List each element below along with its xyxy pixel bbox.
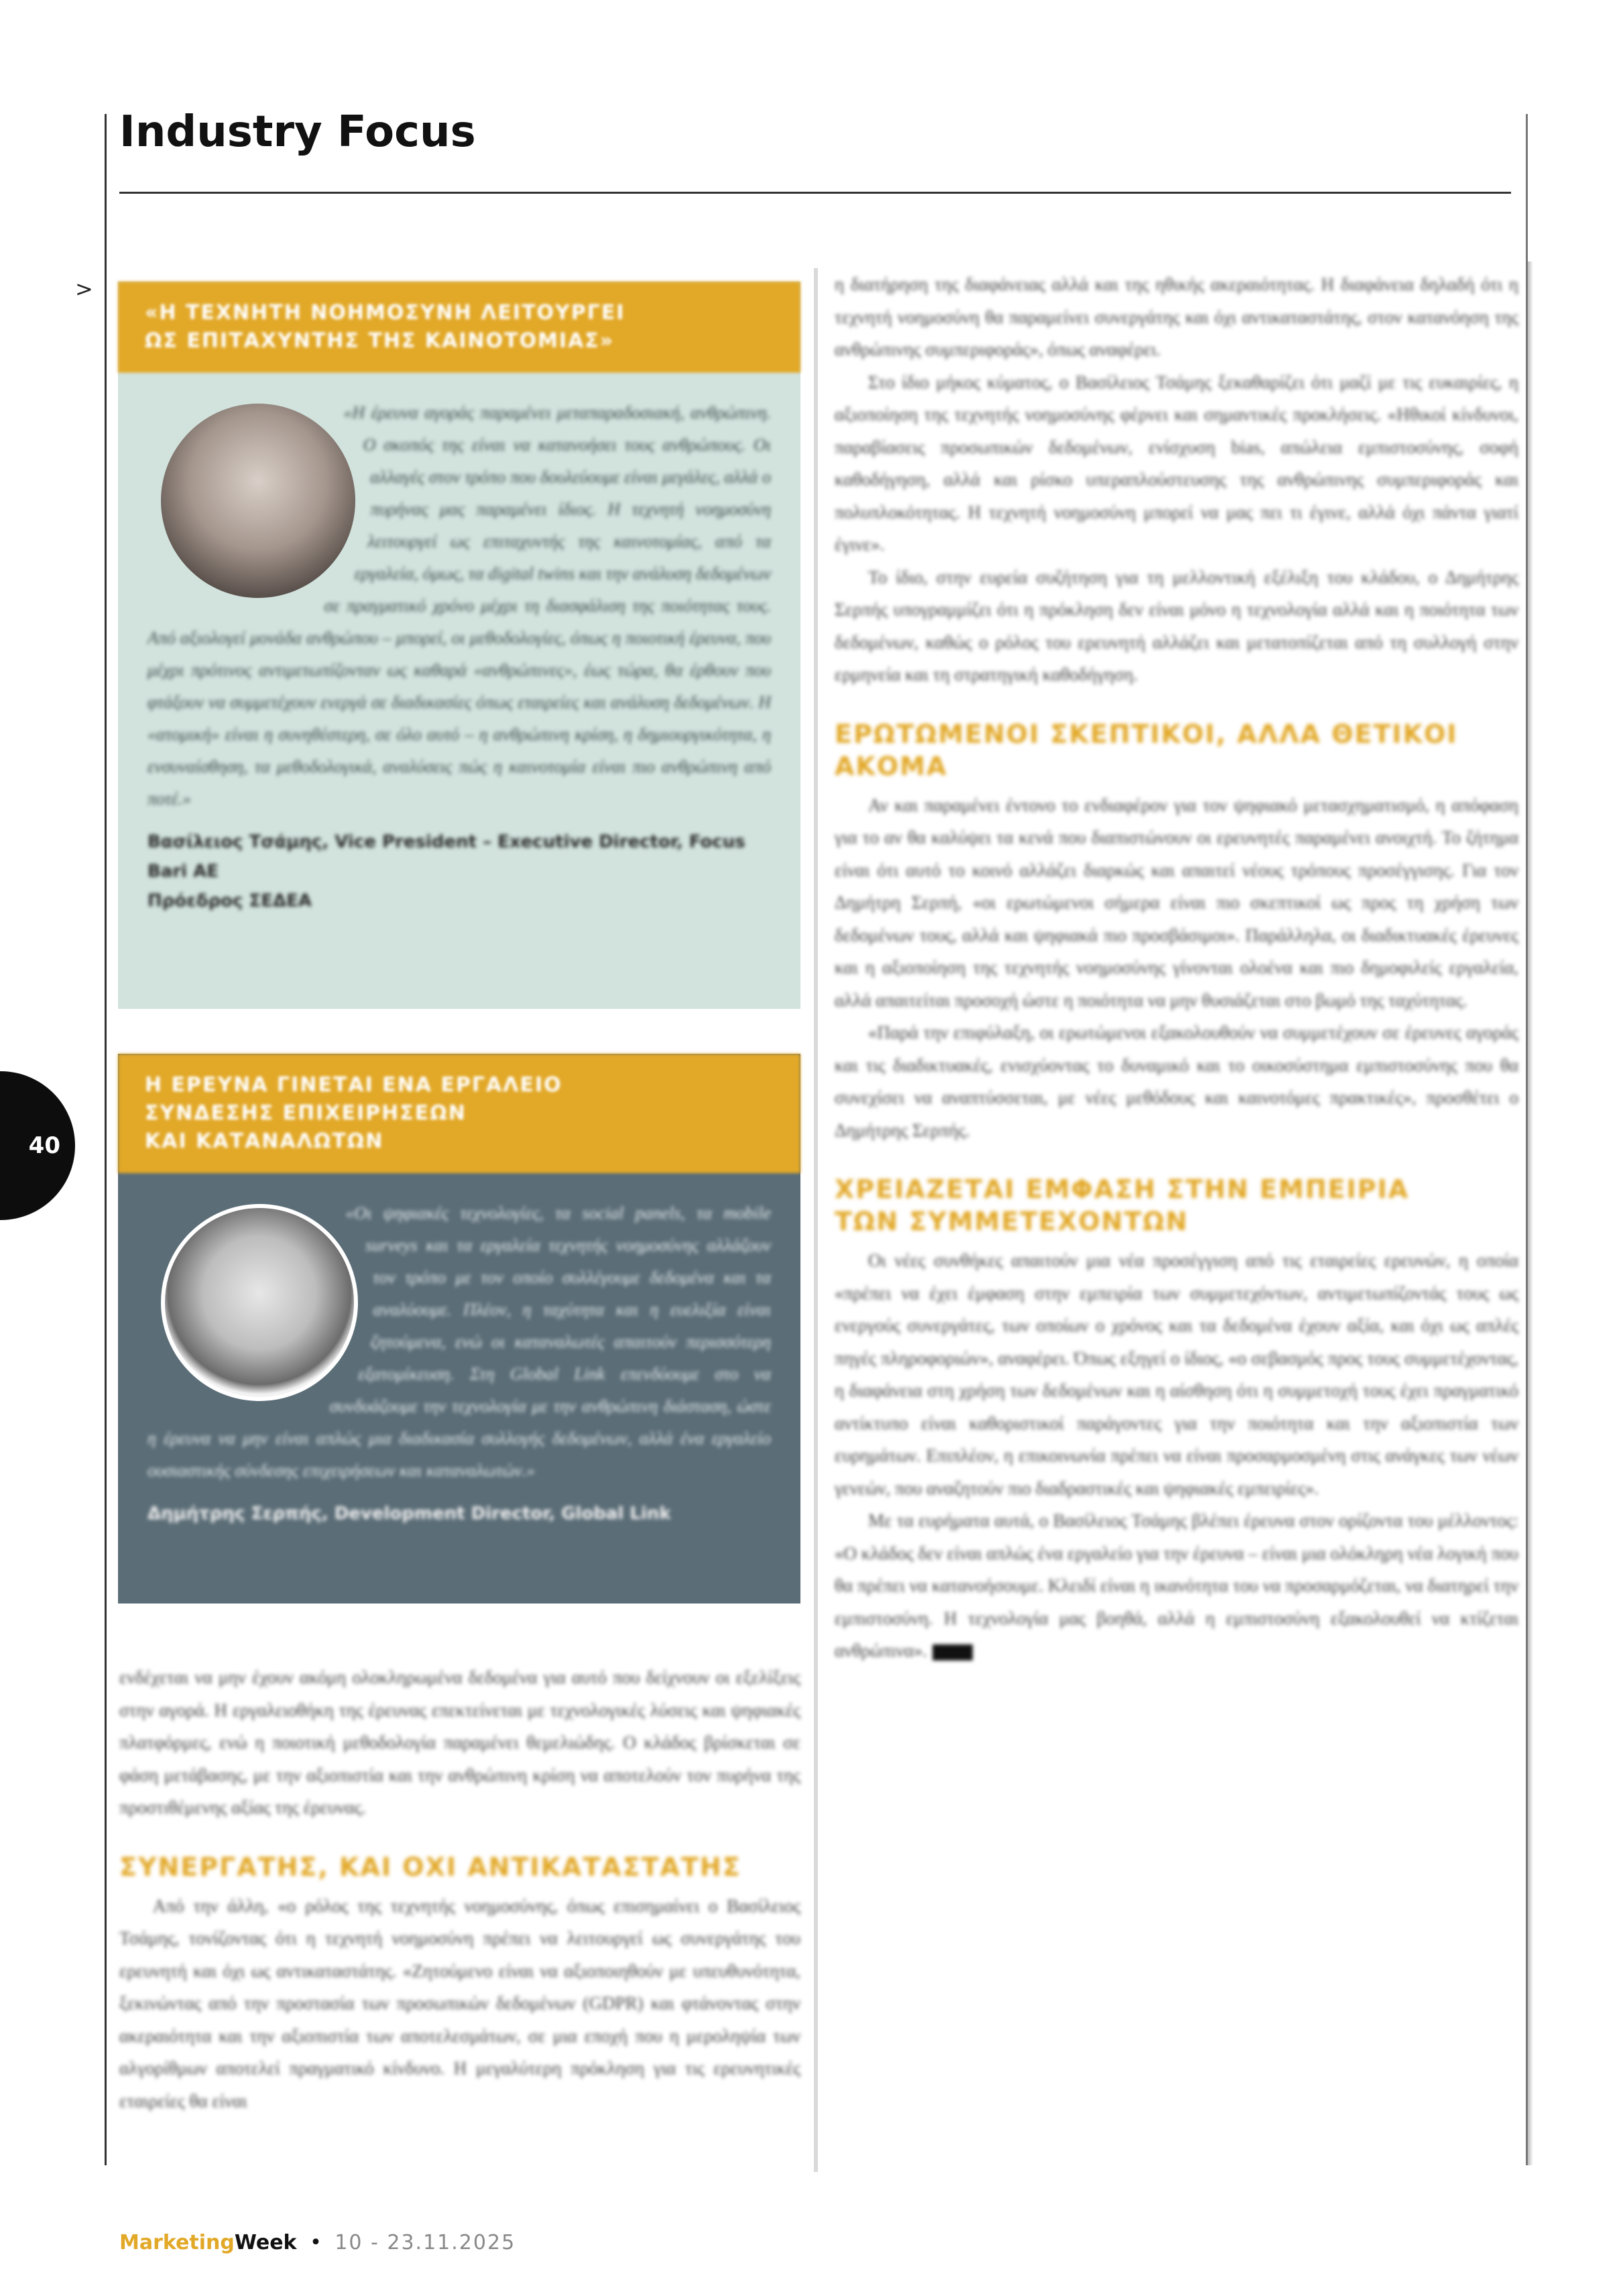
subheading [835, 718, 1518, 782]
page-edge-shadow [1528, 261, 1533, 2165]
left-margin-rule [105, 114, 107, 2165]
quote-box-heading [118, 282, 800, 373]
quote-box-heading [118, 1054, 800, 1173]
signature-line: Βασίλειος Τσάμης, Vice President – Executive Director, Focus Bari AE [147, 832, 745, 882]
subheading-line: ΤΩΝ ΣΥΜΜΕΤΕΧΟΝΤΩΝ [835, 1207, 1189, 1236]
body-paragraph: Στο ίδιο μήκος κύματος, ο Βασίλειος Τσάμης ξεκαθαρίζει ότι μαζί με τις ευκαιρίες, η αξιοποίηση της τεχνητής νοημοσύνης φέρνει και σημαντικές προκλήσεις. «Ηθικοί κίνδυνοι, παραβίασεις προσωπικών δεδομένων, ενίσχυση bias, απώλεια εμπιστοσύνης, σοφή καθοδήγηση, αλλά και ρίσκο υπεραπλούστευσης της ανθρώπινης συμπεριφοράς και πολυπλοκότητας. Η τεχνητή νοημοσύνη μπορεί να μας πει τι έγινε, αλλά όχι πάντα γιατί έγινε». [835, 371, 1518, 554]
subheading [835, 1173, 1518, 1237]
end-of-article-mark [933, 1644, 973, 1660]
section-marker-icon: > [75, 276, 93, 302]
header-rule [119, 192, 1511, 194]
quote-signature [147, 827, 771, 916]
quote-box-serpis [118, 1054, 800, 1604]
quote-box-tsamis [118, 282, 800, 1009]
footer-brand-marketing: Marketing [119, 2231, 235, 2254]
subheading: ΣΥΝΕΡΓΑΤΗΣ, ΚΑΙ ΟΧΙ ΑΝΤΙΚΑΤΑΣΤΑΤΗΣ [119, 1852, 741, 1882]
body-paragraph: η διατήρηση της διαφάνειας αλλά και της ηθικής ακεραιότητας. Η διαφάνεια δηλαδή ότι η τεχνητή νοημοσύνη θα παραμείνει συνεργάτης και όχι αντικαταστάτης, στον κατανόηση της ανθρώπινης συμπεριφοράς», όπως αναφέρει. [835, 274, 1518, 359]
subheading-line: ΕΡΩΤΩΜΕΝΟΙ ΣΚΕΠΤΙΚΟΙ, ΑΛΛΑ ΘΕΤΙΚΟΙ [835, 719, 1458, 749]
signature-line: Πρόεδρος ΣΕΔΕΑ [147, 891, 312, 911]
footer-bullet: • [310, 2231, 322, 2254]
quote-box-heading-line: Η ΕΡΕΥΝΑ ΓΙΝΕΤΑΙ ΕΝΑ ΕΡΓΑΛΕΙΟ [145, 1073, 562, 1097]
quote-signature: Δημήτρης Σερπής, Development Director, Global Link [147, 1504, 671, 1524]
footer-brand-week: Week [234, 2231, 297, 2254]
body-paragraph: Το ίδιο, στην ευρεία συζήτηση για τη μελλοντική εξέλιξη του κλάδου, ο Δημήτρης Σερπής υπογραμμίζει ότι η πρόκληση δεν είναι μόνο η τεχνολογία αλλά και η ποιότητα των δεδομένων, καθώς ο ρόλος του ερευνητή αλλάζει και μετατοπίζεται από τη συλλογή στην ερμηνεία και τη στρατηγική καθοδήγηση. [835, 566, 1518, 684]
body-paragraph-text: Με τα ευρήματα αυτά, ο Βασίλειος Τσάμης βλέπει έρευνα στον ορίζοντα του μέλλοντος: «Ο κλάδος δεν είναι απλώς ένα εργαλείο για την έρευνα – είναι μια ολόκληρη νέα λογική που θα πρέπει να κατανοήσουμε. Κλειδί είναι η ικανότητα του να προσαρμόζεται, να διατηρεί την εμπιστοσύνη. Η τεχνολογία μας βοηθά, αλλά η εμπιστοσύνη εξακολουθεί να κτίζεται ανθρώπινα». [835, 1510, 1518, 1660]
footer-issue-date: 10 - 23.11.2025 [335, 2231, 516, 2254]
quote-box-heading-line: ΣΥΝΔΕΣΗΣ ΕΠΙΧΕΙΡΗΣΕΩΝ [145, 1101, 467, 1125]
body-paragraph: Από την άλλη, «ο ρόλος της τεχνητής νοημοσύνης, όπως επισημαίνει ο Βασίλειος Τσάμης, τονίζοντας ότι η τεχνητή νοημοσύνη πρέπει να λειτουργεί ως συνεργάτης του ερευνητή και όχι ως αντικαταστάτης. «Ζητούμενο είναι να αξιοποιηθούν με υπευθυνότητα, ξεκινώντας από την προστασία των προσωπικών δεδομένων (GDPR) και φτάνοντας στην ακεραιότητα και την αξιοπιστία των αποτελεσμάτων, σε μια εποχή που η μεροληψία των αλγορίθμων αποτελεί πραγματικό κίνδυνο. Η μεγαλύτερη πρόκληση για τις ερευνητικές εταιρείες θα είναι [119, 1895, 800, 2111]
body-paragraph: Οι νέες συνθήκες απαιτούν μια νέα προσέγγιση από τις εταιρείες ερευνών, η οποία «πρέπει να έχει έμφαση στην εμπειρία των συμμετεχόντων, αντιμετωπίζοντάς τους ως ενεργούς συνεργάτες, των οποίων ο χρόνος και τα δεδομένα έχουν αξία, και όχι ως απλές πηγές πληροφοριών», αναφέρει. Όπως εξηγεί ο ίδιος, «ο σεβασμός προς τους συμμετέχοντας, η διαφάνεια στη χρήση των δεδομένων και η αίσθηση ότι η συμμετοχή τους έχει πραγματικό αντίκτυπο είναι καθοριστικοί παράγοντες για την ποιότητα και την αξιοπιστία των ευρημάτων. Επιπλέον, η επικοινωνία πρέπει να είναι προσαρμοσμένη στις ανάγκες των νέων γενεών, που αναζητούν πιο διαδραστικές και ψηφιακές εμπειρίες». [835, 1250, 1518, 1498]
column-separator [814, 268, 818, 2172]
quote-text: «Οι ψηφιακές τεχνολογίες, τα social panels, τα mobile surveys και τα εργαλεία τεχνητής νοημοσύνης αλλάζουν τον τρόπο με τον οποίο συλλέγουμε δεδομένα και τα αναλύουμε. Πλέον, η ταχύτητα και η ευελιξία είναι ζητούμενα, ενώ οι καταναλωτές απαιτούν περισσότερη εξατομίκευση. Στη Global Link επενδύουμε στο να συνδυάζουμε την τεχνολογία με την ανθρώπινη διάσταση, ώστε η έρευνα να μην είναι απλώς μια διαδικασία συλλογής δεδομένων, αλλά ένα εργαλείο ουσιαστικής σύνδεσης επιχειρήσεων και καταναλωτών.» [147, 1203, 771, 1480]
right-column-text [835, 268, 1518, 1667]
quote-box-heading-line: ΚΑΙ ΚΑΤΑΝΑΛΩΤΩΝ [145, 1130, 384, 1153]
body-paragraph [835, 1504, 1518, 1667]
section-title: Industry Focus [119, 107, 476, 157]
subheading-line: ΧΡΕΙΑΖΕΤΑΙ ΕΜΦΑΣΗ ΣΤΗΝ ΕΜΠΕΙΡΙΑ [835, 1174, 1410, 1204]
subheading-line: ΑΚΟΜΑ [835, 751, 948, 781]
body-paragraph: Αν και παραμένει έντονο το ενδιαφέρον για τον ψηφιακό μετασχηματισμό, η απόφαση για το αν θα καλύψει τα κενά που διαπιστώνουν οι ερευνητές παραμένει ανοιχτή. Το ζήτημα είναι ότι αυτό το κοινό αλλάζει διαρκώς και απαιτεί νέους τρόπους προσέγγισης. Για τον Δημήτρη Σερπή, «οι ερωτώμενοι σήμερα είναι πιο σκεπτικοί ως προς τη χρήση των δεδομένων τους, αλλά και ψηφιακά πιο προσβάσιμοι». Παράλληλα, οι διαδικτυακές έρευνες και η αξιοποίηση της τεχνητής νοημοσύνης γίνονται ολοένα και πιο δημοφιλείς εργαλεία, αλλά απαιτείται προσοχή ώστε η ποιότητα να μην θυσιάζεται στο βωμό της ταχύτητας. [835, 794, 1518, 1010]
quote-box-heading-line: ΩΣ ΕΠΙΤΑΧΥΝΤΗΣ ΤΗΣ ΚΑΙΝΟΤΟΜΙΑΣ» [145, 329, 615, 353]
body-paragraph: ενδέχεται να μην έχουν ακόμη ολοκληρωμένα δεδομένα για αυτό που δείχνουν οι εξελίξεις στην αγορά. Η εργαλειοθήκη της έρευνας επεκτείνεται με τεχνολογικές λύσεις και ψηφιακές πλατφόρμες, ενώ η ποιοτική μεθοδολογία παραμένει θεμελιώδης. Ο κλάδος βρίσκεται σε φάση μετάβασης, με την αξιοπιστία και την ανθρώπινη κρίση να αποτελούν τον πυρήνα της προστιθέμενης αξίας της έρευνας. [119, 1667, 800, 1817]
left-column-text [119, 1661, 800, 2117]
page-number-badge: 40 [0, 1071, 75, 1220]
quote-box-heading-line: «Η ΤΕΧΝΗΤΗ ΝΟΗΜΟΣΥΝΗ ΛΕΙΤΟΥΡΓΕΙ [145, 301, 625, 324]
body-paragraph: «Παρά την επιφύλαξη, οι ερωτώμενοι εξακολουθούν να συμμετέχουν σε έρευνες αγοράς και τις διαδικτυακές, ενισχύοντας το δυναμικό και το οικοσύστημα εμπιστοσύνης που θα συνεχίσει να αναπτύσσεται, με νέες μεθόδους και καινοτόμες πρακτικές», προσθέτει ο Δημήτρης Σερπής. [835, 1022, 1518, 1140]
footer [119, 2231, 516, 2254]
quote-text: «Η έρευνα αγοράς παραμένει μεταπαραδοσιακή, ανθρώπινη. Ο σκοπός της είναι να κατανοήσει τους ανθρώπους. Οι αλλαγές στον τρόπο που δουλεύουμε είναι μεγάλες, αλλά ο πυρήνας μας παραμένει ίδιος. Η τεχνητή νοημοσύνη λειτουργεί ως επιταχυντής της καινοτομίας, από τα εργαλεία, όμως, τα digital twins και την ανάλυση δεδομένων σε πραγματικό χρόνο μέχρι τη διασφάλιση της ποιότητας τους. Από αξιολογεί μονάδα ανθρώπου – μπορεί, οι μεθοδολογίες, όπως η ποιοτική έρευνα, που μέχρι πρότινος αντιμετωπίζονταν ως καθαρά «ανθρώπινες», έως τώρα, θα έρθουν που φτάξουν να συμμετέχουν ενεργά σε διαδικασίες όπως εταιρείες και ανάλυση δεδομένων. Η «ατομική» είναι η συνηθέστερη, σε όλο αυτό – η ανθρώπινη κρίση, η δημιουργικότητα, η ενσυναίσθηση, τα μεθοδολογικά, αναλύσεις πώς η καινοτομία είναι πιο ανθρώπινη από ποτέ.» [147, 403, 771, 808]
